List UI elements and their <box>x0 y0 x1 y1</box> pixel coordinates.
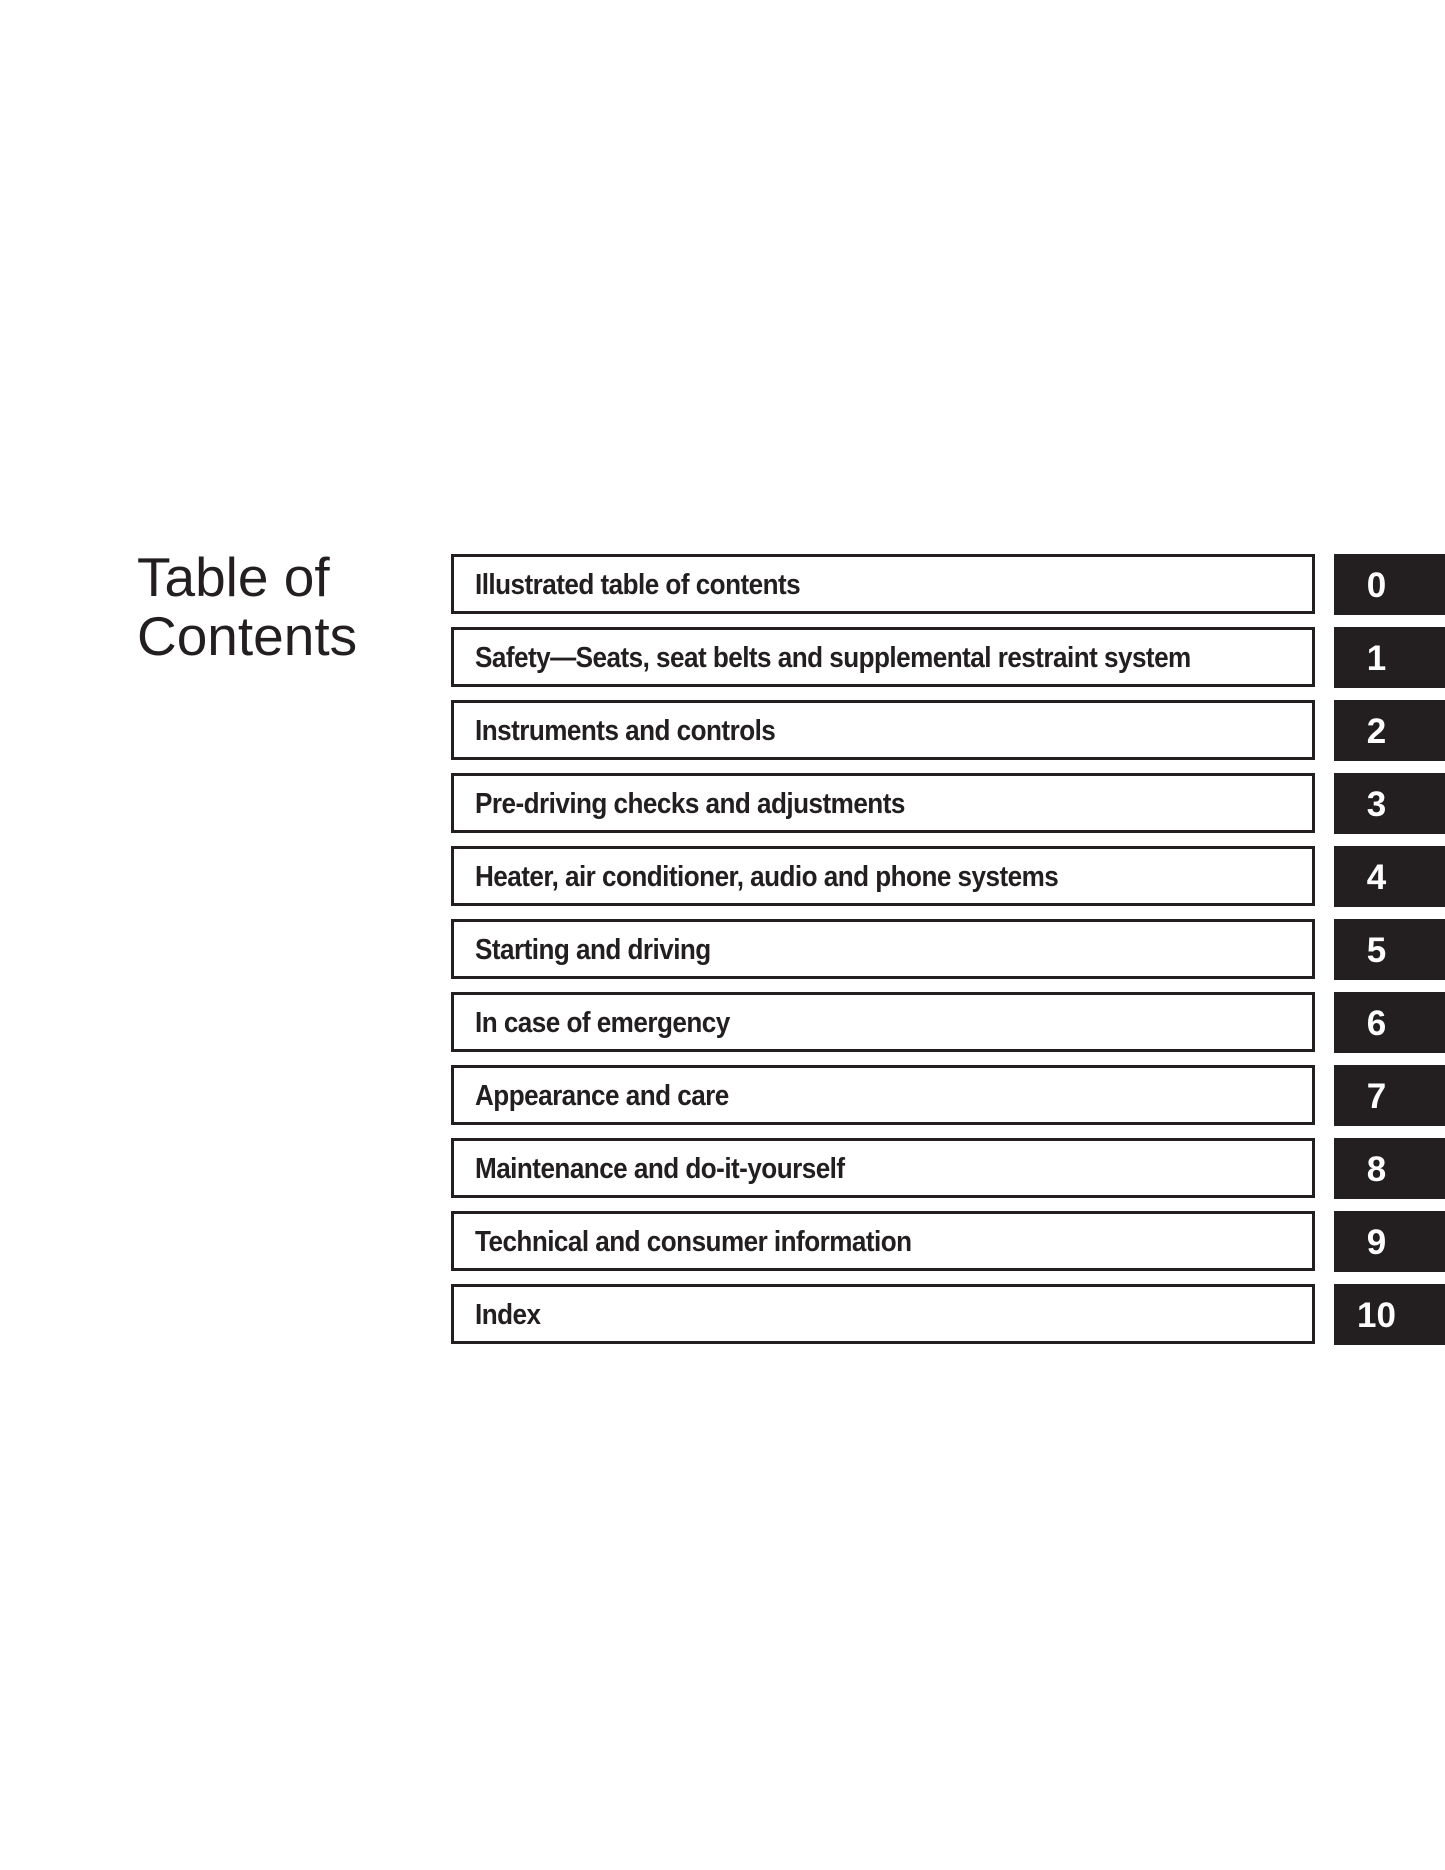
toc-entry-label: Index <box>475 1299 541 1331</box>
toc-entry-label: Safety—Seats, seat belts and supplemental restraint system <box>475 642 1191 674</box>
toc-tab-number: 0 <box>1366 566 1387 605</box>
toc-row <box>451 773 1445 833</box>
toc-row <box>451 1284 1445 1344</box>
toc-entry-instruments[interactable] <box>451 700 1315 760</box>
toc-entry-label: In case of emergency <box>475 1007 730 1039</box>
toc-tab-1[interactable] <box>1334 627 1445 688</box>
toc-tab-6[interactable] <box>1334 992 1445 1053</box>
toc-row <box>451 919 1445 979</box>
toc-row <box>451 1211 1445 1271</box>
toc-entry-index[interactable] <box>451 1284 1315 1344</box>
toc-entry-label: Starting and driving <box>475 934 711 966</box>
toc-entry-appearance-care[interactable] <box>451 1065 1315 1125</box>
toc-tab-number: 2 <box>1366 712 1387 751</box>
toc-entry-safety[interactable] <box>451 627 1315 687</box>
toc-entry-illustrated-contents[interactable] <box>451 554 1315 614</box>
toc-tab-4[interactable] <box>1334 846 1445 907</box>
toc-entry-maintenance[interactable] <box>451 1138 1315 1198</box>
page-title-line-2: Contents <box>137 605 358 667</box>
toc-tab-number: 3 <box>1366 785 1387 824</box>
toc-tab-number: 9 <box>1366 1223 1387 1262</box>
toc-entry-label: Appearance and care <box>475 1080 729 1112</box>
toc-tab-2[interactable] <box>1334 700 1445 761</box>
toc-row <box>451 700 1445 760</box>
toc-entry-label: Heater, air conditioner, audio and phone systems <box>475 861 1059 893</box>
toc-tab-number: 8 <box>1366 1150 1387 1189</box>
page-title-line-1: Table of <box>137 546 330 608</box>
toc-tab-9[interactable] <box>1334 1211 1445 1272</box>
toc-row <box>451 846 1445 906</box>
toc-tab-number: 10 <box>1357 1296 1396 1335</box>
toc-entry-label: Illustrated table of contents <box>475 569 801 601</box>
toc-row <box>451 1065 1445 1125</box>
toc-tab-0[interactable] <box>1334 554 1445 615</box>
toc-entry-heater-audio[interactable] <box>451 846 1315 906</box>
toc-entry-technical-info[interactable] <box>451 1211 1315 1271</box>
toc-row <box>451 627 1445 687</box>
toc-tab-number: 6 <box>1366 1004 1387 1043</box>
toc-tab-number: 1 <box>1366 639 1387 678</box>
toc-row <box>451 992 1445 1052</box>
toc-tab-5[interactable] <box>1334 919 1445 980</box>
toc-row <box>451 1138 1445 1198</box>
toc-entry-label: Maintenance and do-it-yourself <box>475 1153 845 1185</box>
toc-tab-7[interactable] <box>1334 1065 1445 1126</box>
toc-entry-label: Technical and consumer information <box>475 1226 912 1258</box>
toc-tab-10[interactable] <box>1334 1284 1445 1345</box>
page-title <box>137 548 437 666</box>
toc-tab-number: 5 <box>1366 931 1387 970</box>
toc-entry-starting-driving[interactable] <box>451 919 1315 979</box>
toc-tab-8[interactable] <box>1334 1138 1445 1199</box>
toc-entry-pre-driving[interactable] <box>451 773 1315 833</box>
toc-entry-label: Pre-driving checks and adjustments <box>475 788 905 820</box>
toc-entry-emergency[interactable] <box>451 992 1315 1052</box>
toc-tab-number: 7 <box>1366 1077 1387 1116</box>
toc-list <box>451 554 1445 1357</box>
toc-row <box>451 554 1445 614</box>
toc-entry-label: Instruments and controls <box>475 715 776 747</box>
toc-tab-3[interactable] <box>1334 773 1445 834</box>
toc-tab-number: 4 <box>1366 858 1387 897</box>
